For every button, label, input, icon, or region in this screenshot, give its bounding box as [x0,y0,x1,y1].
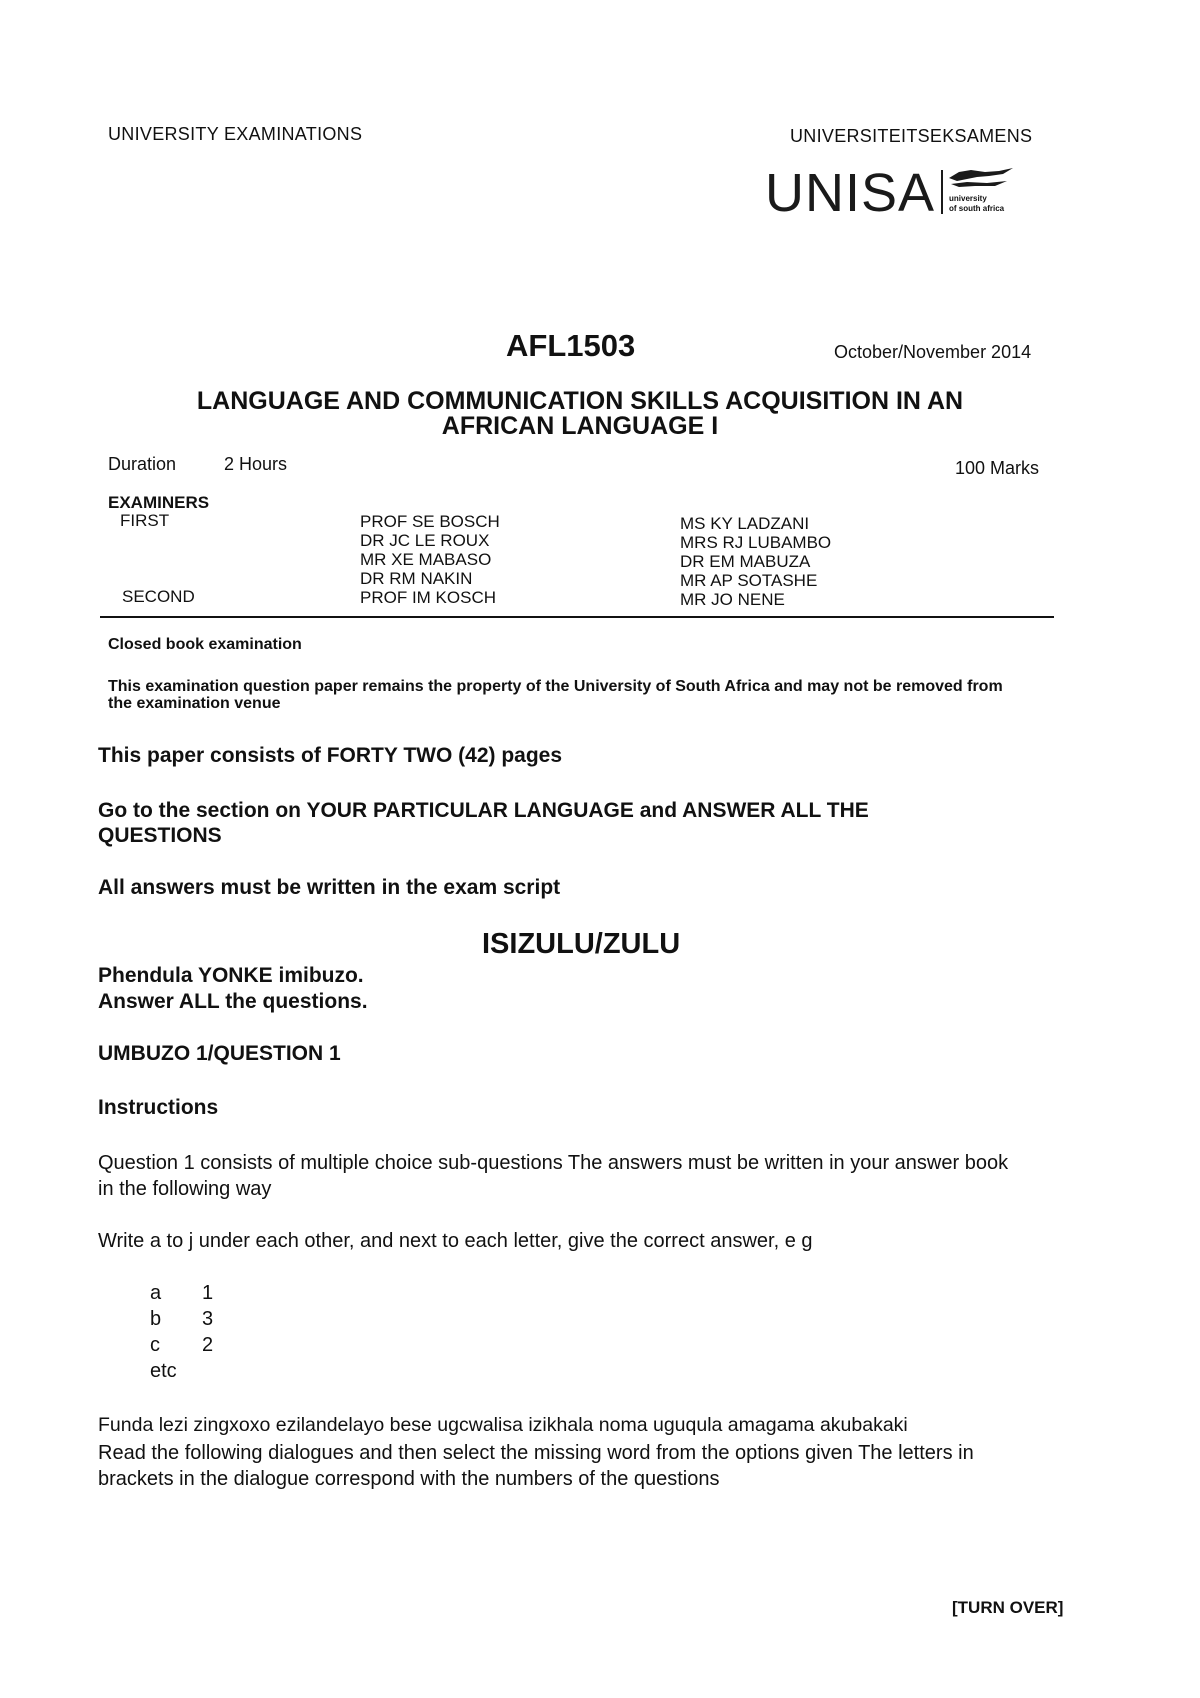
example-number: 2 [202,1334,214,1356]
header-left: UNIVERSITY EXAMINATIONS [108,124,363,144]
example-letter: b [150,1308,162,1330]
examiners-second-label: SECOND [122,587,195,606]
example-number: 1 [202,1282,214,1304]
section-heading: ISIZULU/ZULU [482,928,681,960]
logo-subtext-1: university [949,194,987,203]
total-marks: 100 Marks [955,458,1040,478]
answer-all-english: Answer ALL the questions. [98,990,368,1013]
examiner-name: DR JC LE ROUX [360,531,490,550]
examiner-name: DR RM NAKIN [360,569,473,588]
write-instruction: Write a to j under each other, and next to each letter, give the correct answer, e g [98,1230,813,1252]
duration-label: Duration [108,454,177,474]
logo-separator [941,170,943,214]
instructions-text: Question 1 consists of multiple choice sub-questions The answers must be written in your answer book in the following way [98,1152,1009,1200]
turn-over-label: [TURN OVER] [952,1598,1064,1617]
example-letter: c [150,1334,160,1356]
section-directive: Go to the section on YOUR PARTICULAR LANGUAGE and ANSWER ALL THE QUESTIONS [98,799,869,847]
property-note: This examination question paper remains the property of the University of South Africa and may not be removed from the examination venue [108,678,1003,712]
examiner-name: DR EM MABUZA [680,552,811,571]
question-heading: UMBUZO 1/QUESTION 1 [98,1042,341,1065]
example-etc: etc [150,1360,177,1382]
examiners-column-1 [360,512,500,607]
funda-instruction-zulu: Funda lezi zingxoxo ezilandelayo bese ugcwalisa izikhala noma uguqula amagama akubakaki [98,1414,908,1436]
examiner-name: MR XE MABASO [360,550,492,569]
examiners-label: EXAMINERS [108,493,210,512]
course-code: AFL1503 [506,328,636,363]
examiner-name: MRS RJ LUBAMBO [680,533,832,552]
duration-value: 2 Hours [224,454,288,474]
example-letter: a [150,1282,162,1304]
pages-notice: This paper consists of FORTY TWO (42) pages [98,744,563,767]
examiner-name: PROF SE BOSCH [360,512,500,531]
answer-all-zulu: Phendula YONKE imibuzo. [98,964,364,987]
examiner-name: MR JO NENE [680,590,785,609]
examiner-name: MS KY LADZANI [680,514,810,533]
examiners-first-label: FIRST [120,511,170,530]
logo-wordmark: UNISA [765,163,936,223]
logo-emblem-icon [947,164,1017,190]
header-right: UNIVERSITEITSEKSAMENS [790,126,1033,146]
answers-directive: All answers must be written in the exam script [98,876,561,899]
unisa-logo [765,160,1035,230]
header-divider [100,616,1054,618]
examiners-column-2 [680,514,831,609]
read-instruction-english: Read the following dialogues and then select the missing word from the options given The letters in brackets in the dialogue correspond with the numbers of the questions [98,1442,974,1490]
exam-title: LANGUAGE AND COMMUNICATION SKILLS ACQUISITION IN AN AFRICAN LANGUAGE I [196,387,964,440]
examiner-name: PROF IM KOSCH [360,588,497,607]
logo-subtext-2: of south africa [949,204,1005,213]
closed-book-note: Closed book examination [108,636,302,653]
examiner-name: MR AP SOTASHE [680,571,818,590]
instructions-label: Instructions [98,1096,219,1119]
exam-date: October/November 2014 [834,342,1032,362]
example-number: 3 [202,1308,214,1330]
